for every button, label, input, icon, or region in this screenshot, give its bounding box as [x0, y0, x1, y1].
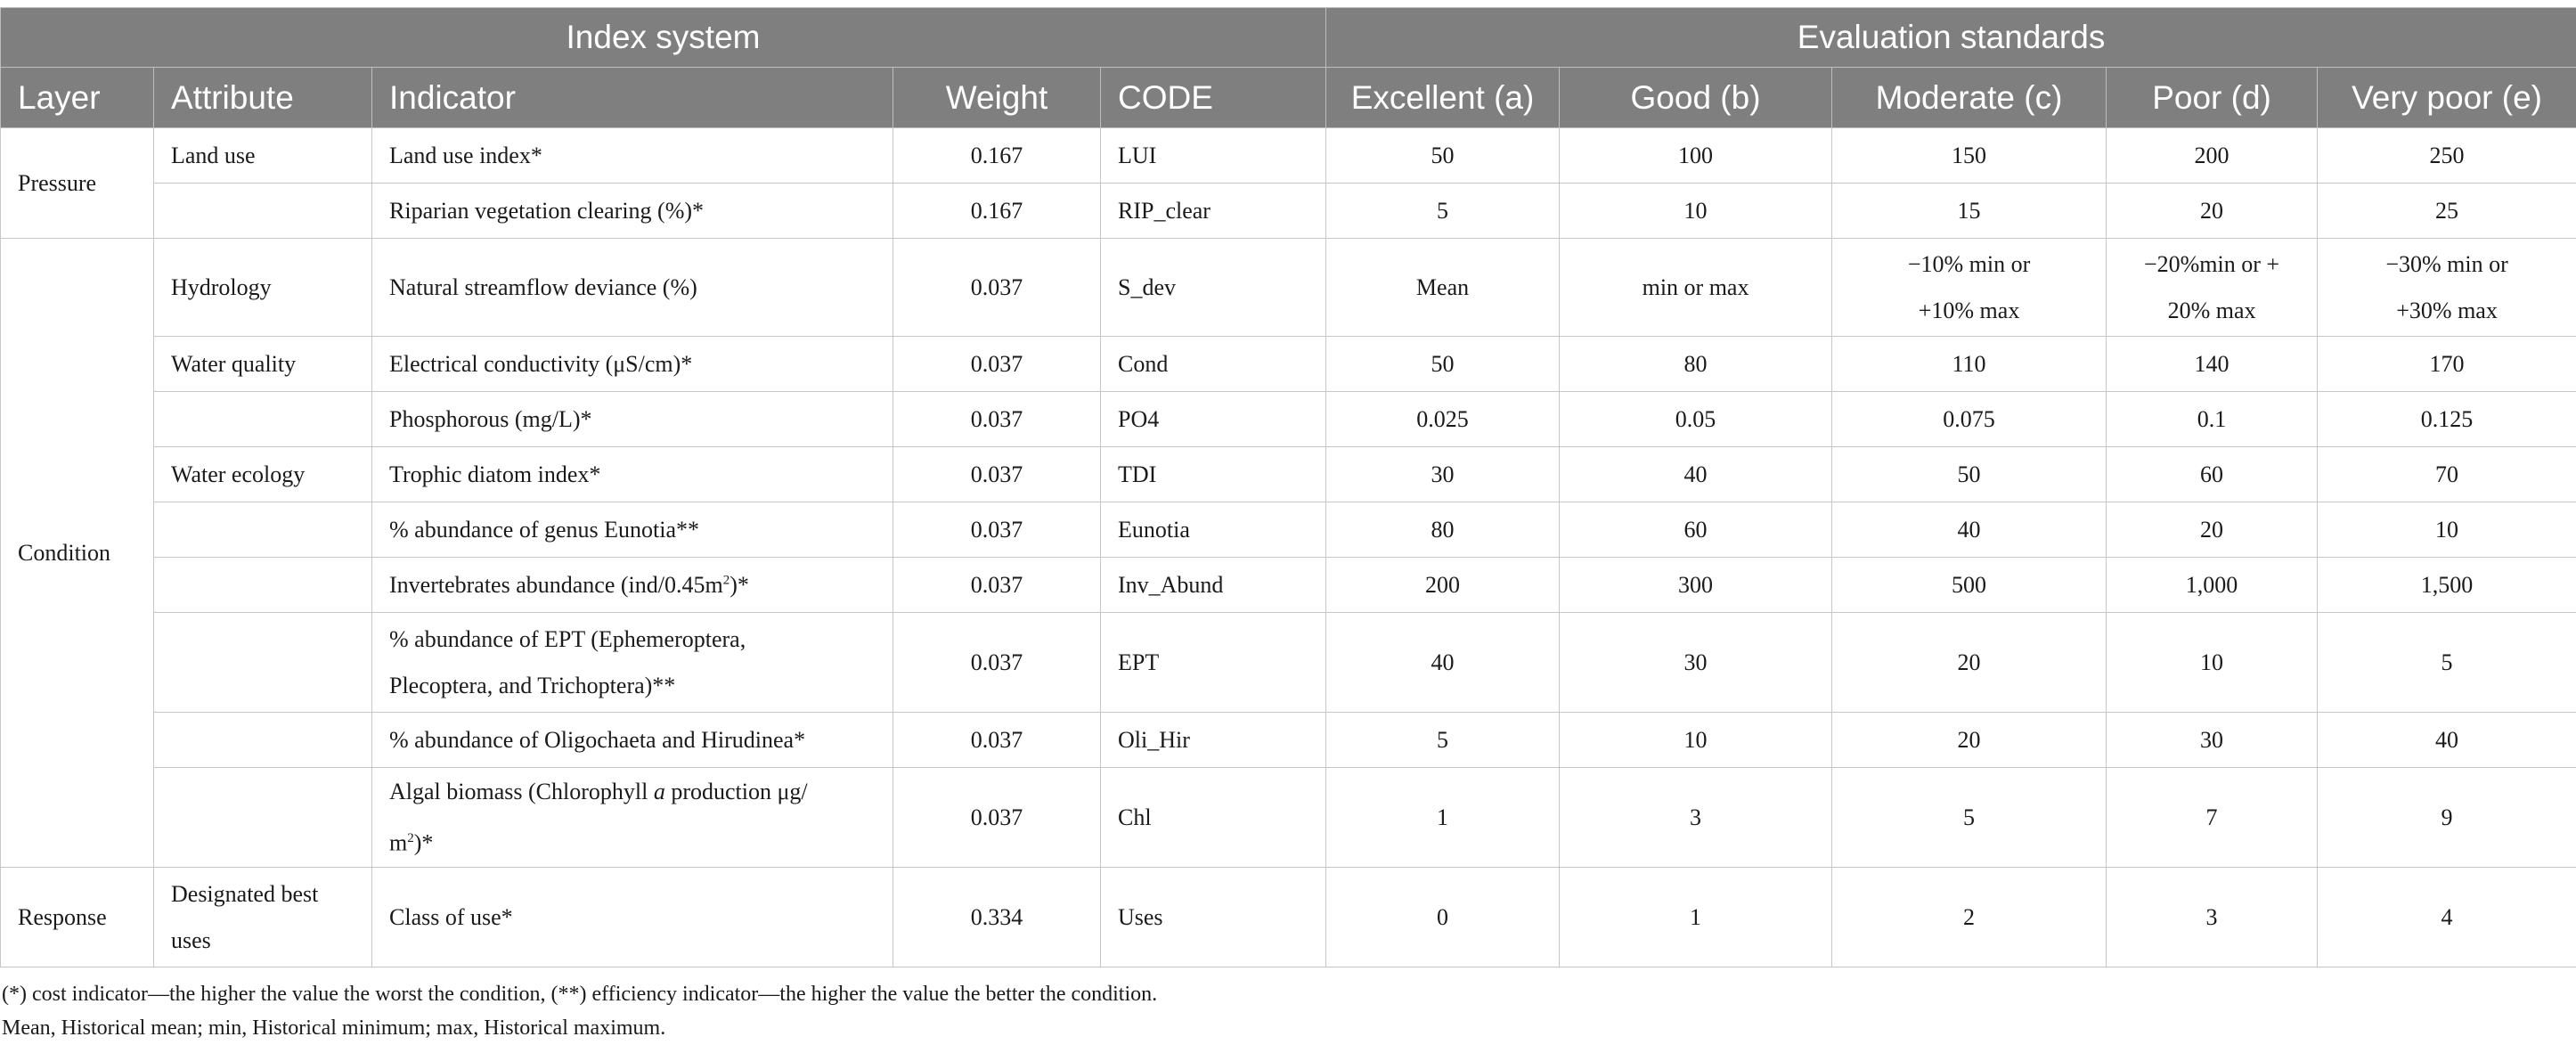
indicator-cell: Phosphorous (mg/L)*: [372, 392, 893, 447]
very-poor-cell: 1,500: [2318, 558, 2576, 613]
col-moderate: Moderate (c): [1832, 68, 2107, 128]
superscript: 2: [407, 830, 414, 845]
very-poor-cell: 10: [2318, 502, 2576, 558]
table-row: [1, 613, 2576, 713]
table-row: [1, 768, 2576, 868]
excellent-cell: 1: [1326, 768, 1560, 868]
good-cell: 30: [1560, 613, 1832, 713]
moderate-cell: 15: [1832, 184, 2107, 239]
code-cell: LUI: [1101, 128, 1326, 184]
very-poor-cell: 250: [2318, 128, 2576, 184]
weight-cell: 0.037: [893, 447, 1101, 502]
code-cell: RIP_clear: [1101, 184, 1326, 239]
moderate-cell: 50: [1832, 447, 2107, 502]
attribute-cell: [154, 768, 372, 868]
indicator-cell: Trophic diatom index*: [372, 447, 893, 502]
very-poor-cell: 0.125: [2318, 392, 2576, 447]
layer-cell-pressure: Pressure: [1, 128, 154, 239]
excellent-cell: 200: [1326, 558, 1560, 613]
excellent-cell: 0.025: [1326, 392, 1560, 447]
excellent-cell: 80: [1326, 502, 1560, 558]
code-cell: Cond: [1101, 337, 1326, 392]
col-poor: Poor (d): [2107, 68, 2318, 128]
attribute-cell: [154, 184, 372, 239]
poor-cell: 20: [2107, 184, 2318, 239]
good-cell: 300: [1560, 558, 1832, 613]
attribute-cell: Water quality: [154, 337, 372, 392]
good-cell: 1: [1560, 868, 1832, 967]
indicator-line-2: Plecoptera, and Trichoptera)**: [389, 672, 676, 698]
indicator-cell: Land use index*: [372, 128, 893, 184]
col-excellent: Excellent (a): [1326, 68, 1560, 128]
evaluation-table: [0, 7, 2576, 967]
footnotes: [2, 977, 1157, 1045]
poor-line-2: 20% max: [2167, 297, 2256, 323]
code-cell: Inv_Abund: [1101, 558, 1326, 613]
weight-cell: 0.037: [893, 558, 1101, 613]
very-poor-cell: 9: [2318, 768, 2576, 868]
good-cell: 10: [1560, 184, 1832, 239]
attribute-cell: [154, 713, 372, 768]
poor-cell: 200: [2107, 128, 2318, 184]
poor-cell: 30: [2107, 713, 2318, 768]
good-cell: 100: [1560, 128, 1832, 184]
group-index-system: Index system: [1, 8, 1326, 68]
col-layer: Layer: [1, 68, 154, 128]
indicator-text: )*: [730, 571, 749, 598]
excellent-cell: 30: [1326, 447, 1560, 502]
code-cell: PO4: [1101, 392, 1326, 447]
footnote-line-2: Mean, Historical mean; min, Historical minimum; max, Historical maximum.: [2, 1016, 666, 1040]
attribute-line-1: Designated best: [171, 880, 319, 907]
weight-cell: 0.334: [893, 868, 1101, 967]
attribute-line-2: uses: [171, 926, 211, 953]
poor-line-1: −20%min or +: [2143, 250, 2280, 277]
col-good: Good (b): [1560, 68, 1832, 128]
poor-cell: 3: [2107, 868, 2318, 967]
indicator-cell: Natural streamflow deviance (%): [372, 239, 893, 337]
indicator-cell: [372, 768, 893, 868]
indicator-text: )*: [413, 829, 434, 856]
col-indicator: Indicator: [372, 68, 893, 128]
attribute-cell: [154, 868, 372, 967]
poor-cell: [2107, 239, 2318, 337]
attribute-cell: Land use: [154, 128, 372, 184]
col-code: CODE: [1101, 68, 1326, 128]
col-very-poor: Very poor (e): [2318, 68, 2576, 128]
table-row: [1, 184, 2576, 239]
attribute-cell: [154, 558, 372, 613]
weight-cell: 0.037: [893, 713, 1101, 768]
indicator-text: Algal biomass (Chlorophyll: [389, 778, 654, 804]
poor-cell: 1,000: [2107, 558, 2318, 613]
indicator-cell: Class of use*: [372, 868, 893, 967]
weight-cell: 0.037: [893, 613, 1101, 713]
group-evaluation-standards: Evaluation standards: [1326, 8, 2576, 68]
moderate-cell: 150: [1832, 128, 2107, 184]
attribute-cell: Hydrology: [154, 239, 372, 337]
attribute-cell: [154, 502, 372, 558]
excellent-cell: 5: [1326, 184, 1560, 239]
excellent-cell: 40: [1326, 613, 1560, 713]
moderate-cell: 500: [1832, 558, 2107, 613]
weight-cell: 0.037: [893, 239, 1101, 337]
table-row: [1, 392, 2576, 447]
good-cell: 40: [1560, 447, 1832, 502]
superscript: 2: [722, 572, 730, 587]
table-row: [1, 239, 2576, 337]
moderate-cell: 0.075: [1832, 392, 2107, 447]
excellent-cell: 50: [1326, 337, 1560, 392]
moderate-cell: 40: [1832, 502, 2107, 558]
weight-cell: 0.037: [893, 337, 1101, 392]
very-poor-cell: 70: [2318, 447, 2576, 502]
good-cell: 60: [1560, 502, 1832, 558]
col-weight: Weight: [893, 68, 1101, 128]
code-cell: Oli_Hir: [1101, 713, 1326, 768]
italic-a: a: [653, 778, 665, 804]
very-poor-cell: 170: [2318, 337, 2576, 392]
weight-cell: 0.167: [893, 128, 1101, 184]
table-row: [1, 713, 2576, 768]
good-cell: 80: [1560, 337, 1832, 392]
code-cell: Eunotia: [1101, 502, 1326, 558]
excellent-cell: 0: [1326, 868, 1560, 967]
excellent-cell: 50: [1326, 128, 1560, 184]
very-poor-cell: 40: [2318, 713, 2576, 768]
very-poor-cell: 5: [2318, 613, 2576, 713]
indicator-text: production μg/: [664, 778, 808, 804]
poor-cell: 10: [2107, 613, 2318, 713]
moderate-cell: 2: [1832, 868, 2107, 967]
poor-cell: 7: [2107, 768, 2318, 868]
attribute-cell: [154, 392, 372, 447]
moderate-line-1: −10% min or: [1907, 250, 2031, 277]
indicator-text: Invertebrates abundance (ind/0.45m: [389, 571, 723, 598]
very-poor-cell: 25: [2318, 184, 2576, 239]
code-cell: Chl: [1101, 768, 1326, 868]
excellent-cell: Mean: [1326, 239, 1560, 337]
group-header-row: [1, 8, 2576, 68]
weight-cell: 0.167: [893, 184, 1101, 239]
attribute-cell: [154, 613, 372, 713]
good-cell: min or max: [1560, 239, 1832, 337]
moderate-cell: 20: [1832, 713, 2107, 768]
moderate-cell: 5: [1832, 768, 2107, 868]
table-row: [1, 128, 2576, 184]
poor-cell: 20: [2107, 502, 2318, 558]
indicator-cell: Electrical conductivity (μS/cm)*: [372, 337, 893, 392]
code-cell: EPT: [1101, 613, 1326, 713]
table-row: [1, 447, 2576, 502]
poor-cell: 140: [2107, 337, 2318, 392]
indicator-cell: [372, 558, 893, 613]
weight-cell: 0.037: [893, 392, 1101, 447]
table-row: [1, 337, 2576, 392]
excellent-cell: 5: [1326, 713, 1560, 768]
indicator-cell: [372, 613, 893, 713]
very-poor-line-2: +30% max: [2396, 297, 2498, 323]
attribute-cell: Water ecology: [154, 447, 372, 502]
very-poor-line-1: −30% min or: [2385, 250, 2508, 277]
good-cell: 0.05: [1560, 392, 1832, 447]
table-row: [1, 868, 2576, 967]
table-row: [1, 558, 2576, 613]
col-attribute: Attribute: [154, 68, 372, 128]
code-cell: Uses: [1101, 868, 1326, 967]
column-header-row: [1, 68, 2576, 128]
table-row: [1, 502, 2576, 558]
moderate-cell: 20: [1832, 613, 2107, 713]
layer-cell-condition: Condition: [1, 239, 154, 868]
moderate-line-2: +10% max: [1918, 297, 2020, 323]
code-cell: S_dev: [1101, 239, 1326, 337]
indicator-text: m: [389, 829, 408, 856]
weight-cell: 0.037: [893, 768, 1101, 868]
very-poor-cell: 4: [2318, 868, 2576, 967]
moderate-cell: 110: [1832, 337, 2107, 392]
indicator-cell: Riparian vegetation clearing (%)*: [372, 184, 893, 239]
poor-cell: 0.1: [2107, 392, 2318, 447]
code-cell: TDI: [1101, 447, 1326, 502]
indicator-cell: % abundance of Oligochaeta and Hirudinea*: [372, 713, 893, 768]
layer-cell-response: Response: [1, 868, 154, 967]
very-poor-cell: [2318, 239, 2576, 337]
indicator-cell: % abundance of genus Eunotia**: [372, 502, 893, 558]
indicator-line-1: % abundance of EPT (Ephemeroptera,: [389, 625, 746, 652]
good-cell: 3: [1560, 768, 1832, 868]
poor-cell: 60: [2107, 447, 2318, 502]
moderate-cell: [1832, 239, 2107, 337]
footnote-line-1: (*) cost indicator—the higher the value the worst the condition, (**) efficiency indicator—the higher the value the better the condition.: [2, 983, 1158, 1006]
good-cell: 10: [1560, 713, 1832, 768]
weight-cell: 0.037: [893, 502, 1101, 558]
